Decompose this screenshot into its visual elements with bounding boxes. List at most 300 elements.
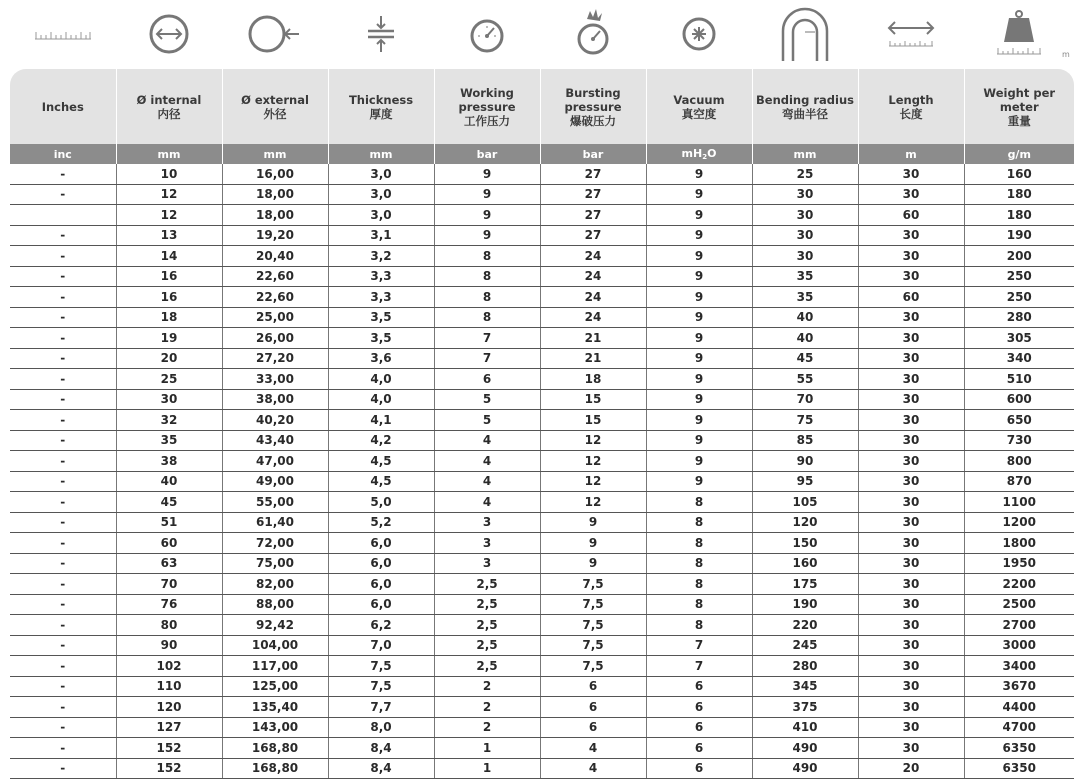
table-cell: 12 (540, 430, 646, 451)
table-cell: - (10, 553, 116, 574)
table-cell: 600 (964, 389, 1074, 410)
table-cell: 25,00 (222, 307, 328, 328)
table-cell: - (10, 512, 116, 533)
table-cell: 38,00 (222, 389, 328, 410)
table-cell: 30 (858, 225, 964, 246)
table-cell: 7,5 (540, 656, 646, 677)
table-cell: 30 (858, 574, 964, 595)
table-cell: 4 (434, 492, 540, 513)
table-cell: - (10, 287, 116, 308)
ruler-icon (10, 0, 116, 68)
column-header-en: Bursting pressure (564, 85, 622, 114)
table-cell: 30 (752, 246, 858, 267)
column-header-cn: 真空度 (681, 106, 717, 121)
header-row (10, 69, 1074, 144)
table-cell: - (10, 307, 116, 328)
table-cell: 16,00 (222, 164, 328, 184)
table-cell: 4,2 (328, 430, 434, 451)
table-cell: 27 (540, 184, 646, 205)
table-cell: 3,5 (328, 307, 434, 328)
table-row (10, 348, 1074, 369)
table-cell: 19 (116, 328, 222, 349)
table-cell: 3,6 (328, 348, 434, 369)
table-cell: 9 (434, 184, 540, 205)
table-cell: 7 (646, 635, 752, 656)
table-cell: 9 (646, 430, 752, 451)
table-cell: 55 (752, 369, 858, 390)
vacuum-icon (646, 0, 752, 68)
table-cell: - (10, 451, 116, 472)
table-cell: 30 (858, 738, 964, 759)
table-cell: 104,00 (222, 635, 328, 656)
table-cell: 1950 (964, 553, 1074, 574)
table-row (10, 533, 1074, 554)
table-cell: 20 (858, 758, 964, 779)
table-cell: 27 (540, 205, 646, 226)
table-cell: 9 (646, 451, 752, 472)
table-cell: 49,00 (222, 471, 328, 492)
table-cell: 85 (752, 430, 858, 451)
table-cell: - (10, 369, 116, 390)
unit-cell: bar (434, 144, 540, 164)
table-cell: - (10, 225, 116, 246)
table-cell: 40,20 (222, 410, 328, 431)
unit-cell: mm (116, 144, 222, 164)
table-row (10, 164, 1074, 184)
column-header (10, 69, 116, 144)
table-cell: - (10, 574, 116, 595)
table-cell: 4,5 (328, 471, 434, 492)
table-cell: 30 (858, 553, 964, 574)
table-cell: 90 (752, 451, 858, 472)
table-cell: 8,0 (328, 717, 434, 738)
table-cell: 280 (752, 656, 858, 677)
table-cell: 510 (964, 369, 1074, 390)
table-cell: 12 (540, 471, 646, 492)
table-cell: 7,5 (540, 574, 646, 595)
table-cell: 7,5 (540, 594, 646, 615)
table-cell: 88,00 (222, 594, 328, 615)
column-header-en: Inches (41, 99, 84, 114)
table-cell: 250 (964, 266, 1074, 287)
table-cell: 160 (964, 164, 1074, 184)
table-cell: 18 (540, 369, 646, 390)
table-cell: 3,0 (328, 184, 434, 205)
table-cell: 40 (752, 328, 858, 349)
table-cell: 92,42 (222, 615, 328, 636)
table-cell: 180 (964, 205, 1074, 226)
column-header (116, 69, 222, 144)
table-cell: 9 (540, 512, 646, 533)
table-cell: 6 (646, 738, 752, 759)
table-cell: 18,00 (222, 184, 328, 205)
table-cell: 1200 (964, 512, 1074, 533)
table-cell: - (10, 758, 116, 779)
table-cell: - (10, 389, 116, 410)
weight-icon (964, 0, 1074, 68)
table-cell: 30 (858, 410, 964, 431)
table-cell: 1 (434, 758, 540, 779)
table-cell: 1 (434, 738, 540, 759)
table-cell: 6 (540, 717, 646, 738)
table-cell: 6350 (964, 758, 1074, 779)
column-header (434, 69, 540, 144)
table-cell: 180 (964, 184, 1074, 205)
table-cell: 60 (858, 287, 964, 308)
table-cell: 8 (434, 246, 540, 267)
table-cell: - (10, 615, 116, 636)
table-cell: 6350 (964, 738, 1074, 759)
table-cell: 14 (116, 246, 222, 267)
table-cell: 9 (646, 389, 752, 410)
table-cell: 30 (858, 164, 964, 184)
table-cell: 102 (116, 656, 222, 677)
table-cell: 8,4 (328, 758, 434, 779)
table-cell: 152 (116, 738, 222, 759)
table-cell: 375 (752, 697, 858, 718)
table-cell: 152 (116, 758, 222, 779)
table-cell: 30 (858, 184, 964, 205)
column-header (964, 69, 1074, 144)
table-cell: 72,00 (222, 533, 328, 554)
table-cell: 4,0 (328, 389, 434, 410)
table-row (10, 492, 1074, 513)
table-cell: 168,80 (222, 758, 328, 779)
table-cell: 870 (964, 471, 1074, 492)
table-cell: 30 (858, 635, 964, 656)
column-header-cn: 爆破压力 (570, 113, 616, 128)
column-header-en: Working pressure (458, 85, 516, 114)
column-header-cn: 重量 (1007, 113, 1031, 128)
table-row (10, 717, 1074, 738)
table-cell: 5 (434, 410, 540, 431)
table-row (10, 656, 1074, 677)
unit-cell: $mH_2O$ (646, 144, 752, 164)
table-cell: 250 (964, 287, 1074, 308)
table-cell: - (10, 246, 116, 267)
table-cell: - (10, 348, 116, 369)
table-cell: 9 (646, 369, 752, 390)
table-cell: 9 (646, 205, 752, 226)
table-row (10, 471, 1074, 492)
table-cell: 2200 (964, 574, 1074, 595)
table-cell: 3,1 (328, 225, 434, 246)
table-cell: 80 (116, 615, 222, 636)
table-cell: 4 (540, 738, 646, 759)
unit-cell: g/m (964, 144, 1074, 164)
table-cell: 9 (646, 287, 752, 308)
table-cell: 6 (646, 758, 752, 779)
column-header (752, 69, 858, 144)
table-cell: 4 (434, 430, 540, 451)
weight-unit-label: m (1062, 50, 1070, 59)
table-cell: 1100 (964, 492, 1074, 513)
unit-cell: mm (222, 144, 328, 164)
table-cell: 30 (858, 246, 964, 267)
table-cell: 9 (646, 410, 752, 431)
table-cell: 2,5 (434, 656, 540, 677)
table-row (10, 184, 1074, 205)
table-cell: - (10, 164, 116, 184)
column-header-en: Ø external (241, 92, 309, 107)
table-cell: 60 (858, 205, 964, 226)
column-header-cn: 工作压力 (464, 113, 510, 128)
table-cell: 20,40 (222, 246, 328, 267)
table-cell: 20 (116, 348, 222, 369)
column-header (328, 69, 434, 144)
table-cell: 6 (646, 697, 752, 718)
table-cell: 3 (434, 512, 540, 533)
table-row (10, 615, 1074, 636)
table-cell: 3400 (964, 656, 1074, 677)
table-cell: 45 (116, 492, 222, 513)
table-cell: 30 (858, 676, 964, 697)
table-cell: 6,0 (328, 574, 434, 595)
table-cell: - (10, 717, 116, 738)
table-cell: 16 (116, 266, 222, 287)
table-cell: 7,5 (328, 676, 434, 697)
table-cell: - (10, 594, 116, 615)
table-row (10, 307, 1074, 328)
table-cell: 35 (752, 266, 858, 287)
table-row (10, 451, 1074, 472)
table-cell: 3,2 (328, 246, 434, 267)
table-cell: 12 (540, 451, 646, 472)
table-cell: 7,7 (328, 697, 434, 718)
column-header-en: Ø internal (136, 92, 202, 107)
table-cell: 9 (434, 225, 540, 246)
table-cell: 8 (646, 615, 752, 636)
table-cell: 70 (752, 389, 858, 410)
table-cell: 7 (646, 656, 752, 677)
column-header-cn: 长度 (899, 106, 923, 121)
table-cell: 24 (540, 287, 646, 308)
table-cell: 305 (964, 328, 1074, 349)
table-cell: 40 (116, 471, 222, 492)
table-cell: 800 (964, 451, 1074, 472)
table-cell: 105 (752, 492, 858, 513)
table-cell: 8,4 (328, 738, 434, 759)
table-cell: 345 (752, 676, 858, 697)
table-cell: 61,40 (222, 512, 328, 533)
table-row (10, 328, 1074, 349)
table-cell: 6 (646, 676, 752, 697)
table-cell: 200 (964, 246, 1074, 267)
table-cell: 75,00 (222, 553, 328, 574)
internal-diameter-icon (116, 0, 222, 68)
table-cell: 30 (858, 369, 964, 390)
table-cell: 30 (858, 533, 964, 554)
column-header-en: Bending radius (756, 92, 854, 107)
table-cell: 24 (540, 307, 646, 328)
table-cell: 12 (116, 184, 222, 205)
table-cell: - (10, 738, 116, 759)
table-cell: 8 (434, 307, 540, 328)
table-cell (10, 205, 116, 226)
table-cell: 127 (116, 717, 222, 738)
table-cell: 95 (752, 471, 858, 492)
table-cell: - (10, 492, 116, 513)
unit-cell: bar (540, 144, 646, 164)
table-cell: 38 (116, 451, 222, 472)
table-cell: 30 (858, 697, 964, 718)
table-cell: 4 (540, 758, 646, 779)
table-cell: - (10, 410, 116, 431)
table-cell: 30 (858, 471, 964, 492)
table-cell: 13 (116, 225, 222, 246)
table-cell: 190 (752, 594, 858, 615)
table-cell: 9 (646, 348, 752, 369)
table-cell: 30 (858, 266, 964, 287)
table-cell: 6,0 (328, 553, 434, 574)
table-cell: 24 (540, 266, 646, 287)
table-cell: - (10, 328, 116, 349)
table-cell: 35 (116, 430, 222, 451)
table-cell: 8 (646, 553, 752, 574)
table-cell: 110 (116, 676, 222, 697)
table-row (10, 205, 1074, 226)
column-header (222, 69, 328, 144)
table-cell: 25 (116, 369, 222, 390)
table-cell: 16 (116, 287, 222, 308)
table-cell: 22,60 (222, 287, 328, 308)
table-cell: 32 (116, 410, 222, 431)
table-cell: - (10, 635, 116, 656)
table-cell: 6 (540, 676, 646, 697)
table-cell: 63 (116, 553, 222, 574)
table-cell: 40 (752, 307, 858, 328)
table-cell: 3000 (964, 635, 1074, 656)
table-cell: 70 (116, 574, 222, 595)
table-cell: 30 (752, 205, 858, 226)
bending-radius-icon (752, 0, 858, 68)
table-row (10, 697, 1074, 718)
table-row (10, 266, 1074, 287)
table-cell: - (10, 656, 116, 677)
table-cell: 8 (434, 266, 540, 287)
table-cell: 27 (540, 225, 646, 246)
pressure-gauge-icon (434, 0, 540, 68)
table-row (10, 553, 1074, 574)
table-cell: 30 (858, 348, 964, 369)
table-cell: 5,2 (328, 512, 434, 533)
table-cell: 2,5 (434, 635, 540, 656)
unit-cell: inc (10, 144, 116, 164)
table-cell: 3,0 (328, 205, 434, 226)
table-cell: 9 (646, 225, 752, 246)
table-cell: 650 (964, 410, 1074, 431)
table-cell: 6 (434, 369, 540, 390)
table-cell: 2,5 (434, 594, 540, 615)
column-header-en: Weight per meter (983, 85, 1056, 114)
table-cell: 730 (964, 430, 1074, 451)
table-cell: 2700 (964, 615, 1074, 636)
unit-cell: mm (752, 144, 858, 164)
table-cell: 490 (752, 738, 858, 759)
table-cell: 8 (646, 492, 752, 513)
column-header-en: Vacuum (673, 92, 725, 107)
table-row (10, 430, 1074, 451)
table-cell: 8 (646, 594, 752, 615)
unit-cell: mm (328, 144, 434, 164)
table-cell: 3670 (964, 676, 1074, 697)
table-cell: 7,5 (540, 615, 646, 636)
table-cell: 9 (646, 266, 752, 287)
table-cell: 9 (540, 553, 646, 574)
table-cell: 3 (434, 533, 540, 554)
table-cell: 143,00 (222, 717, 328, 738)
table-cell: 9 (646, 471, 752, 492)
table-cell: 125,00 (222, 676, 328, 697)
table-cell: 82,00 (222, 574, 328, 595)
table-cell: 4,0 (328, 369, 434, 390)
table-cell: 18 (116, 307, 222, 328)
table-cell: 6,2 (328, 615, 434, 636)
table-cell: 30 (858, 717, 964, 738)
external-diameter-icon (222, 0, 328, 68)
table-row (10, 389, 1074, 410)
table-cell: 30 (858, 389, 964, 410)
table-cell: 30 (858, 328, 964, 349)
table-cell: 30 (858, 615, 964, 636)
table-cell: - (10, 266, 116, 287)
table-cell: 26,00 (222, 328, 328, 349)
column-header-en: Length (888, 92, 934, 107)
table-cell: 30 (858, 512, 964, 533)
table-cell: 7,5 (328, 656, 434, 677)
table-cell: 135,40 (222, 697, 328, 718)
table-cell: 76 (116, 594, 222, 615)
table-cell: 7 (434, 348, 540, 369)
table-cell: 43,40 (222, 430, 328, 451)
bursting-gauge-icon (540, 0, 646, 68)
table-cell: 30 (858, 656, 964, 677)
table-cell: 9 (646, 307, 752, 328)
table-cell: 160 (752, 553, 858, 574)
column-header (646, 69, 752, 144)
table-cell: 15 (540, 410, 646, 431)
table-cell: 30 (858, 492, 964, 513)
table-cell: - (10, 184, 116, 205)
column-header-en: Thickness (348, 92, 414, 107)
table-cell: 3,3 (328, 266, 434, 287)
table-cell: 9 (646, 184, 752, 205)
table-cell: 190 (964, 225, 1074, 246)
table-row (10, 246, 1074, 267)
table-cell: 9 (646, 328, 752, 349)
table-cell: 2500 (964, 594, 1074, 615)
table-cell: 4700 (964, 717, 1074, 738)
table-cell: 120 (116, 697, 222, 718)
table-cell: 8 (646, 512, 752, 533)
table-cell: 9 (646, 164, 752, 184)
thickness-icon (328, 0, 434, 68)
table-cell: 45 (752, 348, 858, 369)
table-cell: 21 (540, 348, 646, 369)
table-cell: - (10, 697, 116, 718)
table-cell: 25 (752, 164, 858, 184)
table-cell: 410 (752, 717, 858, 738)
table-cell: 220 (752, 615, 858, 636)
length-icon (858, 0, 964, 68)
table-cell: 75 (752, 410, 858, 431)
table-cell: 168,80 (222, 738, 328, 759)
table-cell: 24 (540, 246, 646, 267)
table-cell: 5 (434, 389, 540, 410)
table-cell: 2 (434, 697, 540, 718)
icon-row (10, 0, 1074, 68)
column-header (540, 69, 646, 144)
